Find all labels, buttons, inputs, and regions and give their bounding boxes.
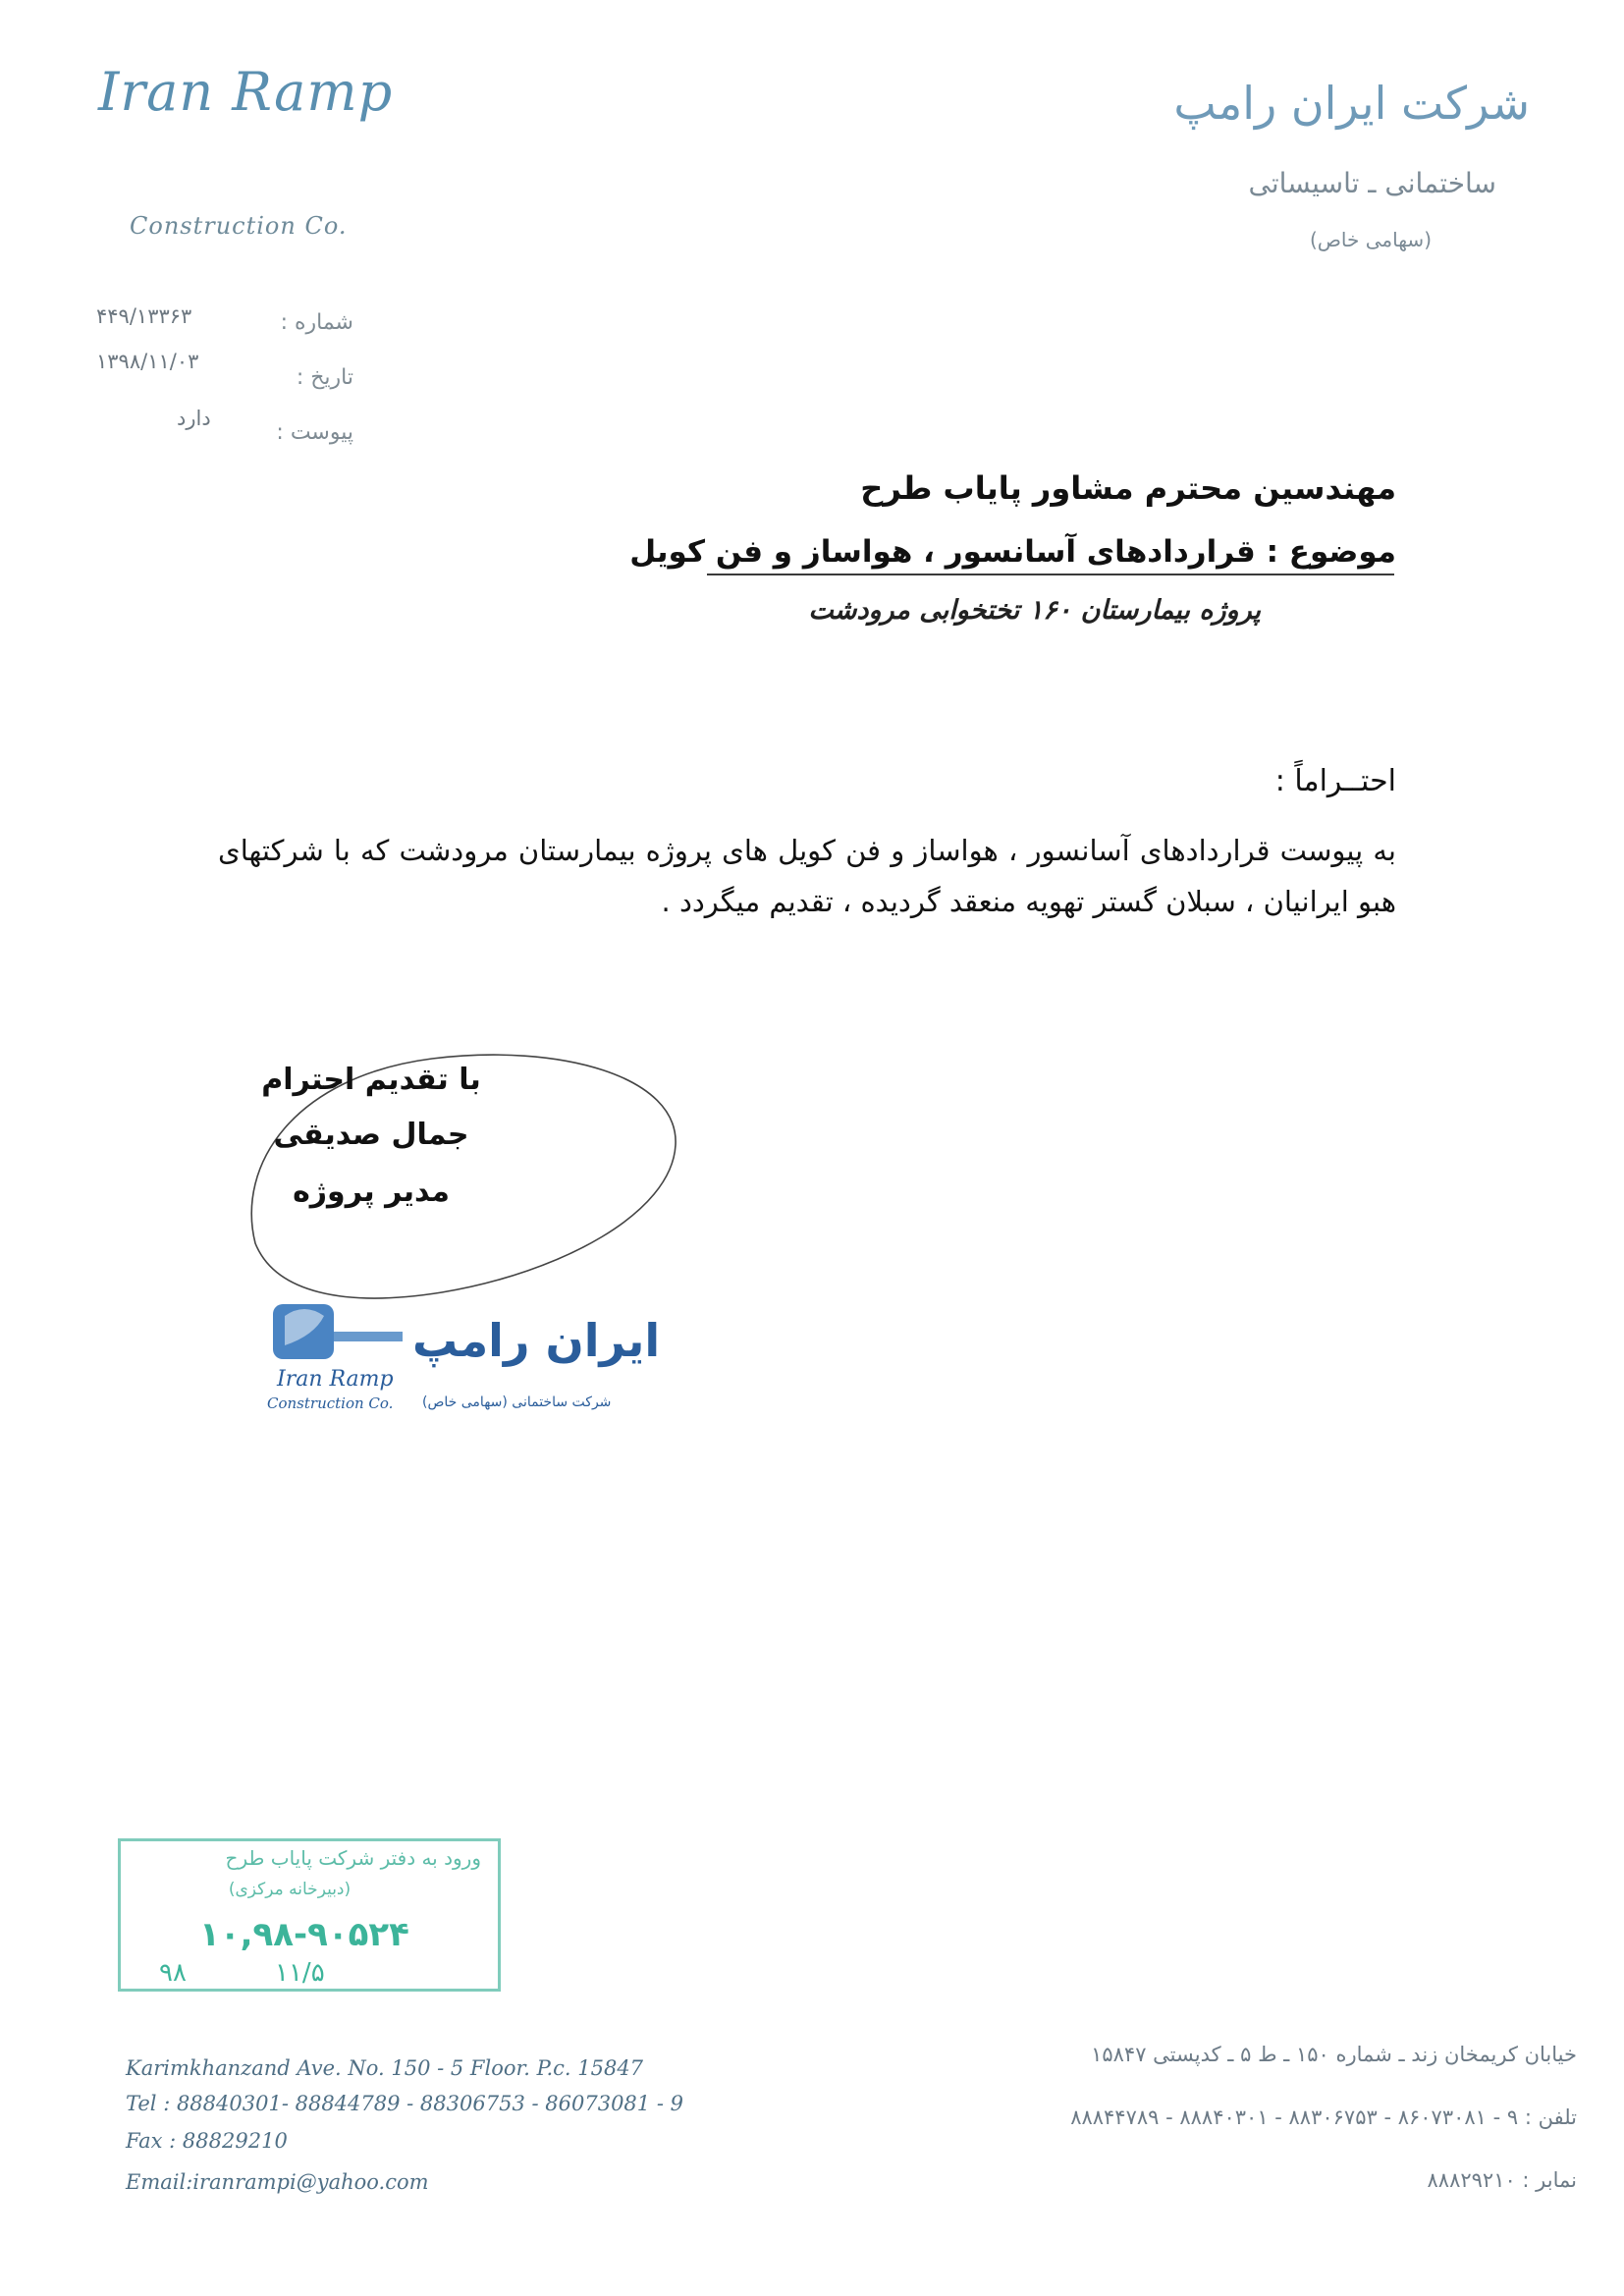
company-stamp-english-subtitle: Construction Co. — [267, 1394, 394, 1412]
number-label: شماره : — [280, 310, 353, 335]
attachment-label: پیوست : — [276, 420, 353, 445]
subject: موضوع : قراردادهای آسانسور ، هواساز و فن کویل — [629, 534, 1396, 570]
signature-title: مدیر پروژه — [293, 1175, 450, 1209]
logo-persian: شرکت ایران رامپ — [1173, 77, 1530, 130]
logo-persian-subtitle: ساختمانی ـ تاسیساتی — [1248, 167, 1496, 199]
footer-email: Email:iranrampi@yahoo.com — [126, 2170, 429, 2194]
company-stamp-persian-subtitle: شرکت ساختمانی (سهامی خاص) — [422, 1394, 612, 1410]
date-label: تاریخ : — [296, 365, 353, 390]
signature-name: جمال صدیقی — [273, 1118, 469, 1152]
footer-address-en: Karimkhanzand Ave. No. 150 - 5 Floor. P.c. 15847 — [126, 2056, 644, 2080]
footer-address-fa: خیابان کریمخان زند ـ شماره ۱۵۰ ـ ط ۵ ـ کدپستی ۱۵۸۴۷ — [1091, 2043, 1577, 2066]
logo-english-subtitle: Construction Co. — [130, 212, 348, 240]
company-stamp-english: Iran Ramp — [277, 1367, 394, 1392]
received-stamp-date: ۱۱/۵ — [275, 1958, 325, 1988]
logo-persian-company-type: (سهامی خاص) — [1309, 228, 1432, 251]
footer-fax-en: Fax : 88829210 — [126, 2129, 288, 2153]
number-value: ۴۴۹/۱۳۳۶۳ — [96, 304, 192, 328]
company-stamp-persian: ایران رامپ — [412, 1314, 661, 1367]
received-stamp-title: ورود به دفتر شرکت پایاب طرح — [225, 1846, 481, 1870]
subject-underline — [707, 574, 1394, 575]
received-stamp-number: ۱۰,۹۸-۹۰۵۲۴ — [199, 1915, 409, 1954]
footer-fax-fa: نمابر : ۸۸۸۲۹۲۱۰ — [1427, 2168, 1577, 2192]
greeting: احتــراماً : — [1274, 764, 1396, 798]
body-paragraph: به پیوست قراردادهای آسانسور ، هواساز و فن کویل های پروژه بیمارستان مرودشت که با شرکتهای هبو ایرانیان ، سبلان گستر تهویه منعقد گردیده ، تقدیم میگردد . — [218, 834, 1396, 918]
project-title: پروژه بیمارستان ۱۶۰ تختخوابی مرودشت — [808, 595, 1261, 626]
recipient: مهندسین محترم مشاور پایاب طرح — [860, 469, 1396, 507]
attachment-value: دارد — [177, 407, 211, 430]
received-stamp-subtitle: (دبیرخانه مرکزی) — [228, 1880, 352, 1899]
logo-english: Iran Ramp — [98, 61, 394, 123]
footer-tel-fa: تلفن : ۹ - ۸۶۰۷۳۰۸۱ - ۸۸۳۰۶۷۵۳ - ۸۸۸۴۰۳۰۱ - ۸۸۸۴۴۷۸۹ — [1070, 2105, 1577, 2129]
footer-tel-en: Tel : 88840301- 88844789 - 88306753 - 86073081 - 9 — [126, 2092, 683, 2115]
signature-closing: با تقدیم احترام — [261, 1063, 481, 1097]
date-value: ۱۳۹۸/۱۱/۰۳ — [96, 350, 199, 373]
received-stamp-year: ۹۸ — [159, 1958, 187, 1988]
